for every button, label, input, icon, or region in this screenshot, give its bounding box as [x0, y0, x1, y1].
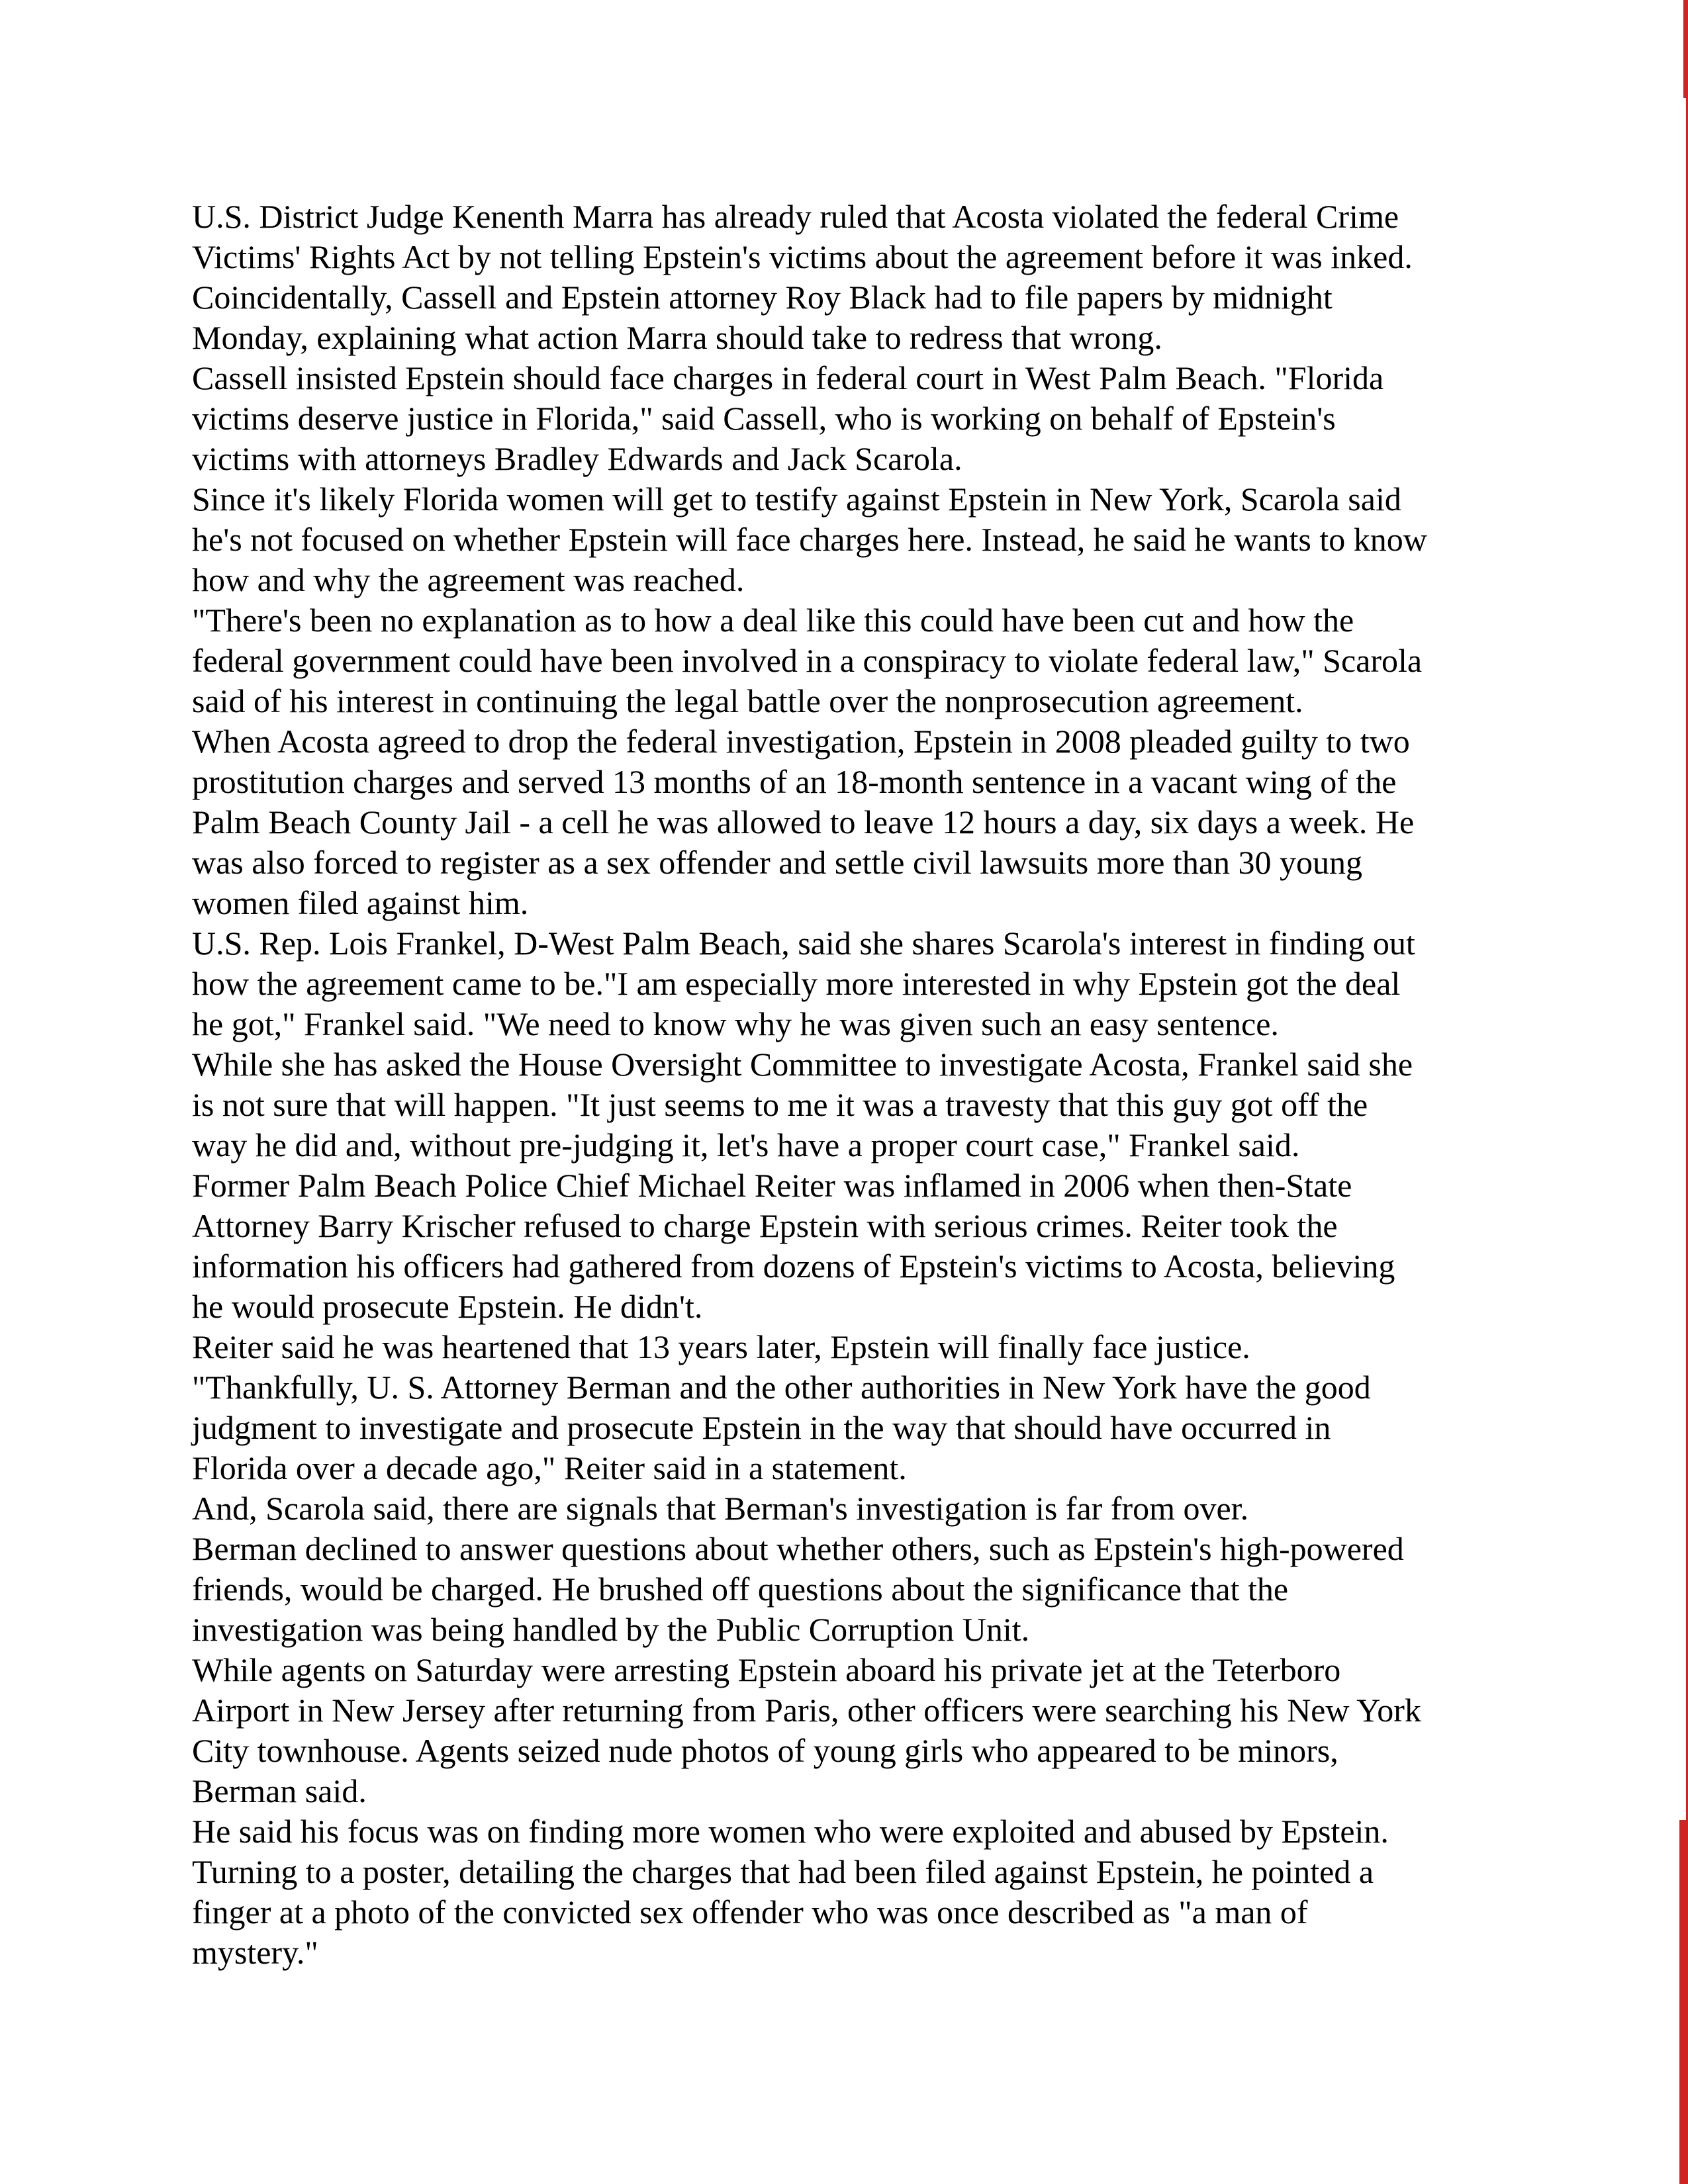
- text-line: Palm Beach County Jail - a cell he was allowed to leave 12 hours a day, six days a week. He: [192, 803, 1415, 841]
- text-line: he would prosecute Epstein. He didn't.: [192, 1288, 703, 1325]
- text-line: Since it's likely Florida women will get to testify against Epstein in New York, Scarola said: [192, 480, 1401, 518]
- text-line: Reiter said he was heartened that 13 years later, Epstein will finally face justice.: [192, 1328, 1250, 1365]
- text-line: he got," Frankel said. "We need to know why he was given such an easy sentence.: [192, 1005, 1279, 1042]
- text-line: Attorney Barry Krischer refused to charge Epstein with serious crimes. Reiter took the: [192, 1207, 1338, 1244]
- text-line: said of his interest in continuing the legal battle over the nonprosecution agreement.: [192, 682, 1303, 719]
- text-line: information his officers had gathered from dozens of Epstein's victims to Acosta, believing: [192, 1248, 1395, 1285]
- text-line: is not sure that will happen. "It just seems to me it was a travesty that this guy got off the: [192, 1086, 1368, 1123]
- text-line: Berman declined to answer questions about whether others, such as Epstein's high-powered: [192, 1530, 1404, 1567]
- text-line: was also forced to register as a sex offender and settle civil lawsuits more than 30 young: [192, 844, 1363, 881]
- text-line: mystery.": [192, 1934, 318, 1971]
- text-line: Berman said.: [192, 1772, 367, 1809]
- text-line: Coincidentally, Cassell and Epstein attorney Roy Black had to file papers by midnight: [192, 279, 1333, 316]
- text-line: Airport in New Jersey after returning from Paris, other officers were searching his New York: [192, 1692, 1421, 1729]
- text-line: he's not focused on whether Epstein will face charges here. Instead, he said he wants to know: [192, 521, 1427, 558]
- text-line: judgment to investigate and prosecute Epstein in the way that should have occurred in: [192, 1409, 1331, 1446]
- text-line: U.S. District Judge Kenenth Marra has already ruled that Acosta violated the federal Crime: [192, 198, 1399, 235]
- text-line: finger at a photo of the convicted sex offender who was once described as "a man of: [192, 1893, 1308, 1931]
- document-text: [192, 197, 1582, 1973]
- text-line: friends, would be charged. He brushed off questions about the significance that the: [192, 1570, 1289, 1608]
- text-line: He said his focus was on finding more women who were exploited and abused by Epstein.: [192, 1813, 1389, 1850]
- text-line: how the agreement came to be."I am especially more interested in why Epstein got the deal: [192, 965, 1401, 1002]
- text-line: U.S. Rep. Lois Frankel, D-West Palm Beach, said she shares Scarola's interest in finding out: [192, 925, 1415, 962]
- scan-artifact-right-edge-top: [1683, 0, 1688, 98]
- text-line: women filed against him.: [192, 884, 529, 921]
- text-line: federal government could have been involved in a conspiracy to violate federal law," Scarola: [192, 642, 1423, 679]
- text-line: While she has asked the House Oversight Committee to investigate Acosta, Frankel said she: [192, 1046, 1413, 1083]
- text-line: When Acosta agreed to drop the federal investigation, Epstein in 2008 pleaded guilty to two: [192, 723, 1410, 760]
- text-line: how and why the agreement was reached.: [192, 561, 745, 598]
- text-line: victims with attorneys Bradley Edwards and Jack Scarola.: [192, 440, 962, 477]
- text-line: City townhouse. Agents seized nude photos of young girls who appeared to be minors,: [192, 1732, 1338, 1769]
- text-line: investigation was being handled by the Public Corruption Unit.: [192, 1611, 1030, 1648]
- text-line: Victims' Rights Act by not telling Epstein's victims about the agreement before it was inked.: [192, 238, 1413, 275]
- text-line: "There's been no explanation as to how a deal like this could have been cut and how the: [192, 602, 1354, 639]
- text-line: way he did and, without pre-judging it, let's have a proper court case," Frankel said.: [192, 1126, 1300, 1163]
- text-line: "Thankfully, U. S. Attorney Berman and the other authorities in New York have the good: [192, 1369, 1371, 1406]
- text-line: Turning to a poster, detailing the charges that had been filed against Epstein, he pointed a: [192, 1853, 1374, 1890]
- scan-artifact-right-edge-bottom: [1679, 1820, 1688, 2184]
- text-line: prostitution charges and served 13 months of an 18-month sentence in a vacant wing of the: [192, 763, 1397, 800]
- text-line: And, Scarola said, there are signals that Berman's investigation is far from over.: [192, 1490, 1249, 1527]
- text-line: While agents on Saturday were arresting Epstein aboard his private jet at the Teterboro: [192, 1651, 1341, 1688]
- text-line: victims deserve justice in Florida," said Cassell, who is working on behalf of Epstein's: [192, 400, 1336, 437]
- text-line: Cassell insisted Epstein should face charges in federal court in West Palm Beach. "Florida: [192, 359, 1384, 396]
- text-line: Monday, explaining what action Marra should take to redress that wrong.: [192, 319, 1162, 356]
- text-line: Former Palm Beach Police Chief Michael Reiter was inflamed in 2006 when then-State: [192, 1167, 1352, 1204]
- text-line: Florida over a decade ago," Reiter said in a statement.: [192, 1449, 907, 1486]
